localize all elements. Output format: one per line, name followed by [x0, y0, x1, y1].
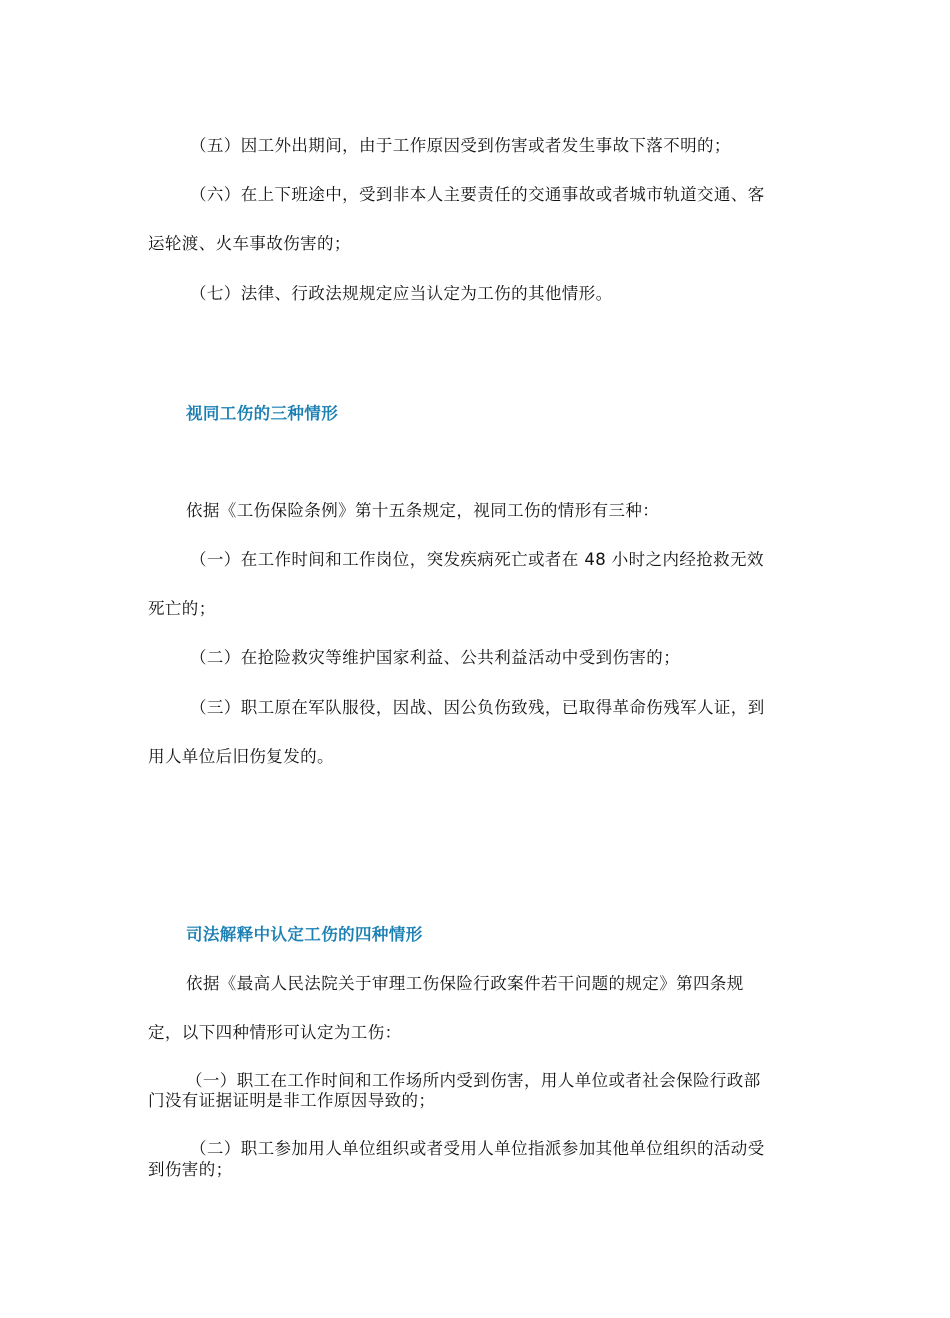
section-intro-deemed: 依据《工伤保险条例》第十五条规定，视同工伤的情形有三种：: [186, 501, 660, 520]
deemed-item-1: （一）在工作时间和工作岗位，突发疾病死亡或者在 48 小时之内经抢救无效: [190, 550, 764, 569]
judicial-item-1-line1: （一）职工在工作时间和工作场所内受到伤害，用人单位或者社会保险行政部: [186, 1071, 761, 1090]
section-intro-judicial-line2: 定，以下四种情形可认定为工伤：: [148, 1023, 402, 1042]
section-intro-judicial-line1: 依据《最高人民法院关于审理工伤保险行政案件若干问题的规定》第四条规: [186, 974, 744, 993]
paragraph-item-5: （五）因工外出期间，由于工作原因受到伤害或者发生事故下落不明的；: [190, 136, 731, 155]
deemed-item-1-cont: 死亡的；: [148, 599, 216, 618]
paragraph-item-6: （六）在上下班途中，受到非本人主要责任的交通事故或者城市轨道交通、客: [190, 185, 765, 204]
section-heading-deemed: 视同工伤的三种情形: [186, 404, 339, 423]
section-heading-judicial: 司法解释中认定工伤的四种情形: [186, 925, 423, 944]
paragraph-item-6-cont: 运轮渡、火车事故伤害的；: [148, 234, 351, 253]
paragraph-item-7: （七）法律、行政法规规定应当认定为工伤的其他情形。: [190, 284, 613, 303]
deemed-item-3-cont: 用人单位后旧伤复发的。: [148, 747, 334, 766]
deemed-item-3: （三）职工原在军队服役，因战、因公负伤致残，已取得革命伤残军人证，到: [190, 698, 765, 717]
judicial-item-1-line2: 门没有证据证明是非工作原因导致的；: [148, 1091, 436, 1110]
judicial-item-2-line2: 到伤害的；: [148, 1160, 233, 1179]
judicial-item-2-line1: （二）职工参加用人单位组织或者受用人单位指派参加其他单位组织的活动受: [190, 1139, 765, 1158]
deemed-item-2: （二）在抢险救灾等维护国家利益、公共利益活动中受到伤害的；: [190, 648, 681, 667]
